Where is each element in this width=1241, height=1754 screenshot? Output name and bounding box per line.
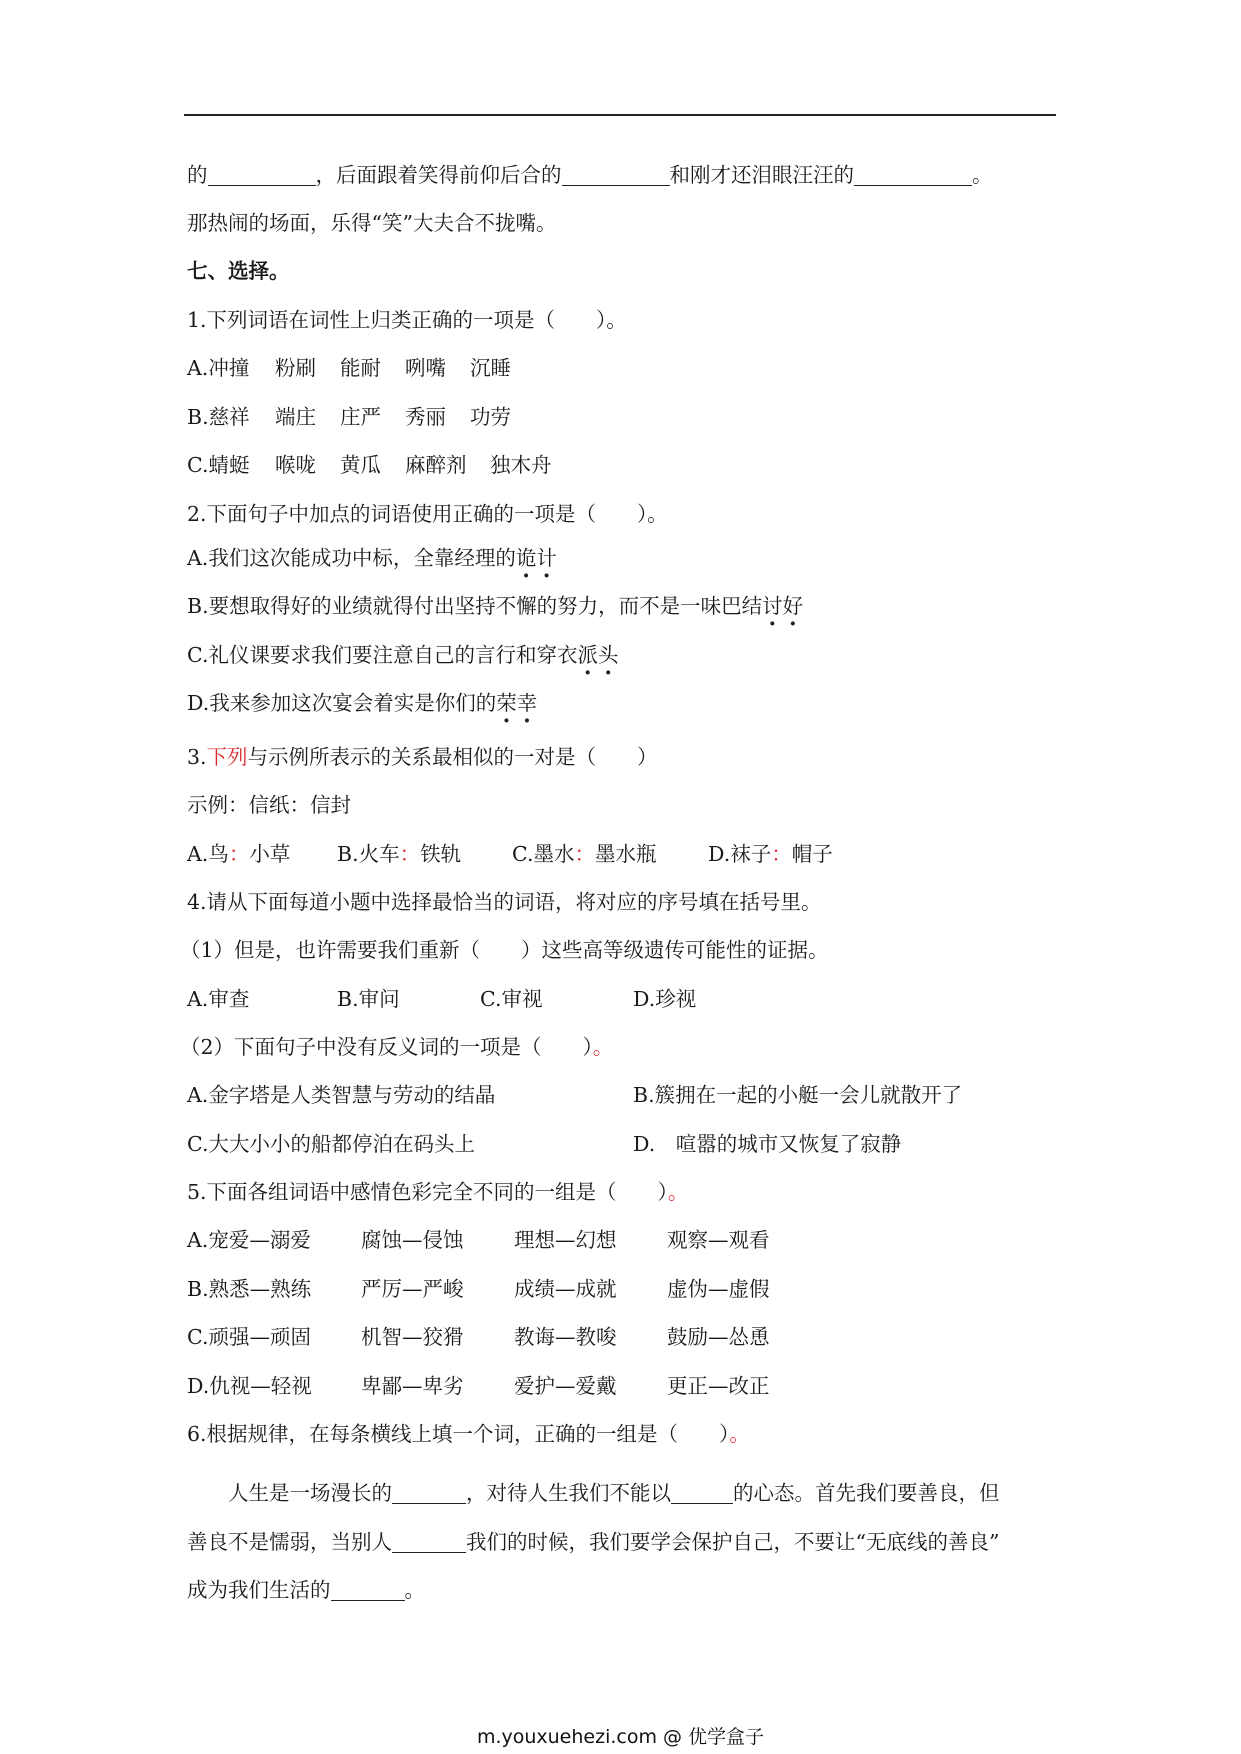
red-period: 。 — [667, 1180, 689, 1204]
option-text: D.我来参加这次宴会着实是你们的 — [187, 691, 497, 715]
q1-option-c-word: 独木舟 — [490, 453, 552, 477]
q3-option-d — [708, 839, 833, 869]
dotted-char: 诡 — [515, 546, 537, 570]
q1-option-a-word: 粉刷 — [275, 356, 316, 380]
q5-cell: 理想—幻想 — [514, 1228, 617, 1252]
header-rule — [184, 114, 1056, 116]
fill-blank — [562, 163, 670, 186]
q1-option-b-word: 庄严 — [340, 405, 381, 429]
q1-option-c-word: C.蜻蜓 — [187, 453, 250, 477]
question-text: 6.根据规律，在每条横线上填一个词，正确的一组是（ ） — [187, 1422, 730, 1446]
dotted-char: 幸 — [516, 691, 538, 715]
q1-option-b-word: 功劳 — [470, 405, 511, 429]
option-text: C.礼仪课要求我们要注意自己的言行和穿衣 — [187, 643, 578, 667]
q1-option-c-word: 喉咙 — [275, 453, 316, 477]
q2-option-c — [187, 640, 618, 670]
q5-cell: B.熟悉—熟练 — [187, 1277, 312, 1301]
q1-option-c-word: 黄瓜 — [340, 453, 381, 477]
colon-mark: ： — [228, 842, 250, 866]
q5-cell: 严厉—严峻 — [361, 1277, 464, 1301]
option-term: 墨水瓶 — [594, 842, 657, 866]
option-term: 铁轨 — [420, 842, 462, 866]
option-term: B.火车 — [337, 842, 400, 866]
q5-cell: 成绩—成就 — [514, 1277, 617, 1301]
q3-example: 示例：信纸：信封 — [187, 793, 351, 817]
paragraph-line-2: 那热闹的场面，乐得“笑”大夫合不拢嘴。 — [187, 211, 557, 235]
q5-cell: 虚伪—虚假 — [667, 1277, 770, 1301]
q3-option-b — [337, 839, 461, 869]
colon-mark: ： — [771, 842, 792, 866]
question-4-stem: 4.请从下面每道小题中选择最恰当的词语，将对应的序号填在括号里。 — [187, 890, 822, 914]
dotted-char: 派 — [577, 643, 598, 667]
q5-cell: 爱护—爱戴 — [514, 1374, 617, 1398]
option-term: 帽子 — [791, 842, 833, 866]
q5-cell: 鼓励—怂恿 — [667, 1325, 770, 1349]
q5-cell: 腐蚀—侵蚀 — [361, 1228, 464, 1252]
q3-option-c — [512, 839, 656, 869]
q4-p2-option-c: C.大大小小的船都停泊在码头上 — [187, 1132, 475, 1156]
question-2-stem: 2.下面句子中加点的词语使用正确的一项是（ ）。 — [187, 502, 668, 526]
q1-option-a-word: 咧嘴 — [405, 356, 446, 380]
passage-text: ，对待人生我们不能以 — [466, 1481, 671, 1505]
dotted-char: 讨 — [762, 594, 783, 618]
question-text: （2）下面句子中没有反义词的一项是（ ） — [180, 1035, 593, 1059]
fill-blank — [208, 163, 316, 186]
option-term: C.墨水 — [512, 842, 575, 866]
q4-part-2 — [180, 1032, 613, 1062]
q5-cell: 更正—改正 — [667, 1374, 770, 1398]
option-text: A.我们这次能成功中标，全靠经理的 — [187, 546, 516, 570]
dotted-char: 计 — [536, 546, 557, 570]
fill-blank — [392, 1530, 466, 1553]
q4-p1-option: C.审视 — [480, 987, 543, 1011]
colon-mark: ： — [399, 842, 421, 866]
q1-option-a-word: 沉睡 — [470, 356, 511, 380]
footer-watermark: m.youxuehezi.com @ 优学盒子 — [476, 1726, 765, 1748]
question-3-stem — [187, 742, 658, 772]
q5-cell: A.宠爱—溺爱 — [187, 1228, 311, 1252]
passage-text: 人生是一场漫长的 — [228, 1481, 392, 1505]
q3-option-a — [187, 839, 290, 869]
dotted-char: 头 — [597, 643, 619, 667]
question-6-stem — [187, 1419, 750, 1449]
option-text: B.要想取得好的业绩就得付出坚持不懈的努力，而不是一味巴结 — [187, 594, 763, 618]
q5-cell: 机智—狡猾 — [361, 1325, 464, 1349]
dotted-char: 荣 — [496, 691, 517, 715]
q4-p2-option-b: B.簇拥在一起的小艇一会儿就散开了 — [633, 1083, 963, 1107]
question-5-stem — [187, 1177, 688, 1207]
q2-option-d — [187, 688, 537, 718]
q1-option-b-word: B.慈祥 — [187, 405, 250, 429]
passage-text: 的心态。首先我们要善良，但 — [733, 1481, 1000, 1505]
q5-cell: 教诲—教唆 — [514, 1325, 617, 1349]
text-fragment: 的 — [187, 163, 208, 187]
red-period: 。 — [592, 1035, 614, 1059]
colon-mark: ： — [574, 842, 595, 866]
q4-p1-option: D.珍视 — [633, 987, 697, 1011]
highlighted-text: 下列 — [206, 745, 248, 769]
fill-blank — [854, 163, 972, 186]
red-period: 。 — [729, 1422, 750, 1446]
q2-option-a — [187, 543, 557, 573]
q5-cell: C.顽强—顽固 — [187, 1325, 311, 1349]
passage-text: 成为我们生活的 — [187, 1578, 331, 1602]
passage-text: 我们的时候，我们要学会保护自己，不要让“无底线的善良” — [466, 1530, 1000, 1554]
q4-p1-option: B.审问 — [337, 987, 400, 1011]
q2-option-b — [187, 591, 803, 621]
option-term: D.袜子 — [708, 842, 772, 866]
option-term: 小草 — [249, 842, 291, 866]
q5-cell: D.仇视—轻视 — [187, 1374, 312, 1398]
passage-text: 善良不是懦弱，当别人 — [187, 1530, 392, 1554]
section-title: 七、选择。 — [187, 259, 290, 283]
question-text: 5.下面各组词语中感情色彩完全不同的一组是（ ） — [187, 1180, 668, 1204]
q1-option-c-word: 麻醉剂 — [405, 453, 467, 477]
fill-blank — [392, 1481, 466, 1504]
text-fragment: 。 — [972, 163, 993, 187]
q4-p1-option: A.审查 — [187, 987, 250, 1011]
passage-text: 。 — [404, 1578, 425, 1602]
q1-option-a-word: A.冲撞 — [187, 356, 250, 380]
q4-p2-option-d: D. 喧嚣的城市又恢复了寂静 — [633, 1132, 902, 1156]
fill-blank — [671, 1481, 733, 1504]
text-fragment: ，后面跟着笑得前仰后合的 — [315, 163, 562, 187]
q5-cell: 观察—观看 — [667, 1228, 770, 1252]
q6-passage-line-1 — [228, 1478, 1000, 1508]
paragraph-line-1 — [187, 160, 993, 190]
question-number: 3. — [187, 745, 207, 769]
dotted-char: 好 — [782, 594, 804, 618]
text-fragment: 和刚才还泪眼汪汪的 — [669, 163, 854, 187]
q1-option-b-word: 秀丽 — [405, 405, 446, 429]
question-text: 与示例所表示的关系最相似的一对是（ ） — [247, 745, 658, 769]
option-term: A.鸟 — [187, 842, 229, 866]
q4-p2-option-a: A.金字塔是人类智慧与劳动的结晶 — [187, 1083, 496, 1107]
q4-part-1: （1）但是，也许需要我们重新（ ）这些高等级遗传可能性的证据。 — [180, 938, 829, 962]
q1-option-a-word: 能耐 — [340, 356, 381, 380]
q1-option-b-word: 端庄 — [275, 405, 316, 429]
question-1-stem: 1.下列词语在词性上归类正确的一项是（ ）。 — [187, 308, 627, 332]
q6-passage-line-3 — [187, 1575, 425, 1605]
fill-blank — [331, 1578, 405, 1601]
q5-cell: 卑鄙—卑劣 — [361, 1374, 464, 1398]
q6-passage-line-2 — [187, 1527, 999, 1557]
